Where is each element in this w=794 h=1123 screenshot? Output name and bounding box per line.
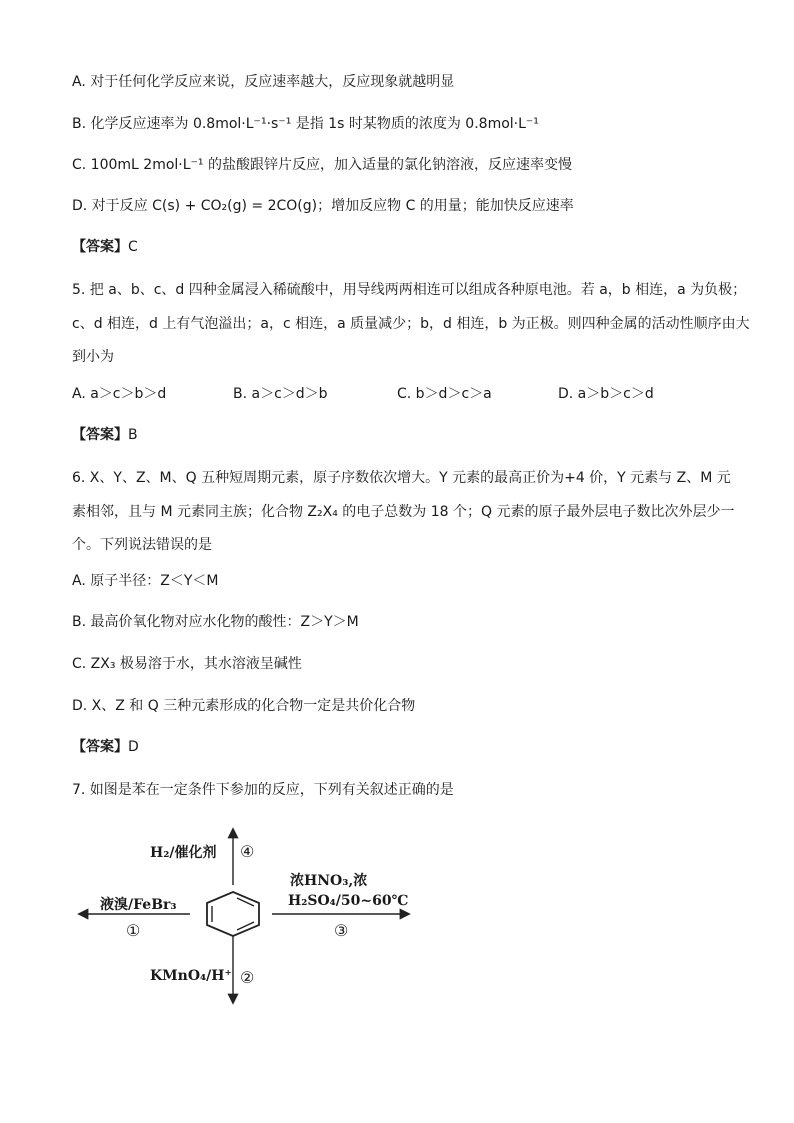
q6-option-d: D. X、Z 和 Q 三种元素形成的化合物一定是共价化合物	[72, 698, 416, 714]
q5-stem-line-2: c、d 相连，d 上有气泡溢出；a，c 相连，a 质量减少；b，d 相连，b 为正极。则四种金属的活动性顺序由大	[72, 316, 750, 332]
q7-stem: 7. 如图是苯在一定条件下参加的反应，下列有关叙述正确的是	[72, 782, 454, 798]
up-number-label: ④	[240, 842, 255, 861]
down-reagent-label: KMnO₄/H⁺	[150, 968, 232, 984]
q4-answer	[72, 237, 138, 257]
q5-option-b: B. a＞c＞d＞b	[233, 386, 328, 402]
answer-label: 【答案】	[72, 739, 128, 755]
q4-option-a: A. 对于任何化学反应来说，反应速率越大，反应现象就越明显	[72, 74, 455, 90]
q5-option-c: C. b＞d＞c＞a	[397, 386, 492, 402]
q5-option-d: D. a＞b＞c＞d	[558, 386, 654, 402]
q6-option-a: A. 原子半径：Z＜Y＜M	[72, 573, 219, 589]
right-number-label: ③	[334, 921, 349, 940]
answer-label: 【答案】	[72, 239, 128, 255]
benzene-reaction-diagram	[72, 820, 432, 1010]
q6-option-b: B. 最高价氧化物对应水化物的酸性：Z＞Y＞M	[72, 614, 359, 630]
left-number-label: ①	[126, 921, 141, 940]
benzene-ring-icon	[207, 892, 259, 936]
q6-stem-line-2: 素相邻，且与 M 元素同主族；化合物 Z₂X₄ 的电子总数为 18 个；Q 元素的原子最外层电子数比次外层少一	[72, 504, 735, 520]
q4-option-c: C. 100mL 2mol·L⁻¹ 的盐酸跟锌片反应，加入适量的氯化钠溶液，反应速率变慢	[72, 157, 572, 173]
q5-option-a: A. a＞c＞b＞d	[72, 386, 167, 402]
answer-value: D	[128, 739, 139, 755]
q4-option-b: B. 化学反应速率为 0.8mol·L⁻¹·s⁻¹ 是指 1s 时某物质的浓度为 0.8mol·L⁻¹	[72, 116, 539, 132]
q6-option-c: C. ZX₃ 极易溶于水，其水溶液呈碱性	[72, 656, 302, 672]
q4-option-d: D. 对于反应 C(s) + CO₂(g) = 2CO(g)；增加反应物 C 的用量；能加快反应速率	[72, 198, 574, 214]
answer-label: 【答案】	[72, 427, 128, 443]
right-reagent-line-2: H₂SO₄/50~60℃	[288, 893, 409, 909]
answer-value: C	[128, 239, 138, 255]
q6-answer	[72, 737, 139, 757]
answer-value: B	[128, 427, 138, 443]
q6-stem-line-1: 6. X、Y、Z、M、Q 五种短周期元素，原子序数依次增大。Y 元素的最高正价为+4 价，Y 元素与 Z、M 元	[72, 470, 731, 486]
down-number-label: ②	[240, 968, 255, 987]
q5-stem-line-1: 5. 把 a、b、c、d 四种金属浸入稀硫酸中，用导线两两相连可以组成各种原电池。若 a，b 相连，a 为负极；	[72, 282, 747, 298]
right-reagent-line-1: 浓HNO₃,浓	[290, 873, 368, 889]
left-reagent-label: 液溴/FeBr₃	[100, 897, 177, 913]
q6-stem-line-3: 个。下列说法错误的是	[72, 537, 212, 553]
q5-answer	[72, 425, 138, 445]
q5-stem-line-3: 到小为	[72, 349, 114, 365]
up-reagent-label: H₂/催化剂	[150, 845, 217, 861]
